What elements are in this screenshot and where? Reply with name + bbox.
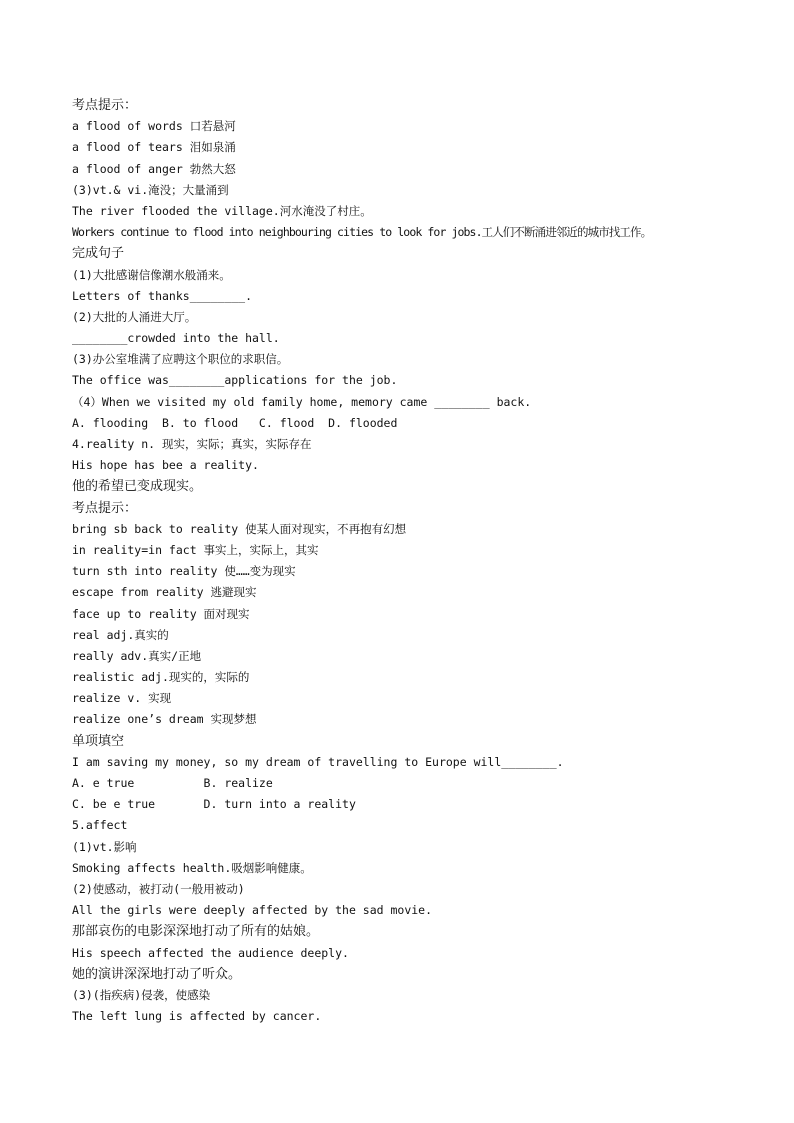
text-line: A. flooding B. to flood C. flood D. flooded <box>72 415 398 430</box>
document-body <box>72 95 732 1027</box>
text-line: (1)大批感谢信像潮水般涌来。 <box>72 267 231 282</box>
text-line: a flood of words 口若悬河 <box>72 119 236 134</box>
text-line: bring sb back to reality 使某人面对现实，不再抱有幻想 <box>72 521 407 536</box>
section-heading: 单项填空 <box>72 733 125 749</box>
text-line: The left lung is affected by cancer. <box>72 1009 322 1024</box>
text-line: His hope has bee a reality. <box>72 458 259 473</box>
text-line: 他的希望已变成现实。 <box>72 479 203 495</box>
text-line: escape from reality 逃避现实 <box>72 585 257 600</box>
text-line: realistic adj.现实的，实际的 <box>72 670 250 685</box>
text-line: A. e true B. realize <box>72 776 273 790</box>
text-line: 考点提示： <box>72 98 138 113</box>
text-line: 考点提示： <box>72 500 138 516</box>
text-line: (2)大批的人涌进大厅。 <box>72 309 197 324</box>
text-line: 4.reality n. 现实，实际；真实，实际存在 <box>72 437 312 451</box>
text-line: (2)使感动，被打动(一般用被动) <box>72 881 245 896</box>
text-line: Workers continue to flood into neighbouring cities to look for jobs.工人们不断涌进邻近的城市找工作。 <box>72 225 652 240</box>
text-line: really adv.真实/正地 <box>72 648 202 663</box>
text-line: real adj.真实的 <box>72 627 169 642</box>
text-line: turn sth into reality 使……变为现实 <box>72 564 296 579</box>
text-line: (3)vt.& vi.淹没；大量涌到 <box>72 182 229 197</box>
text-line: realize v. 实现 <box>72 691 172 706</box>
text-line: Smoking affects health.吸烟影响健康。 <box>72 860 312 875</box>
text-line: (1)vt.影响 <box>72 839 137 854</box>
text-line: The office was________applications for the job. <box>72 373 398 388</box>
text-line: (3)办公室堆满了应聘这个职位的求职信。 <box>72 352 289 367</box>
text-line: 5.affect <box>72 818 128 833</box>
text-line: 那部哀伤的电影深深地打动了所有的姑娘。 <box>72 924 320 940</box>
text-line: ________crowded into the hall. <box>72 331 280 346</box>
text-line: realize one’s dream 实现梦想 <box>72 712 257 727</box>
section-heading: 完成句子 <box>72 246 125 262</box>
text-line: a flood of tears 泪如泉涌 <box>72 140 236 155</box>
text-line: The river flooded the village.河水淹没了村庄。 <box>72 203 372 218</box>
text-line: a flood of anger 勃然大怒 <box>72 161 236 176</box>
text-line: All the girls were deeply affected by the sad movie. <box>72 903 433 918</box>
text-line: face up to reality 面对现实 <box>72 606 250 621</box>
text-line: I am saving my money, so my dream of travelling to Europe will________. <box>72 754 564 769</box>
text-line: C. be e true D. turn into a reality <box>72 797 356 812</box>
text-line: 她的演讲深深地打动了听众。 <box>72 966 242 982</box>
text-line: His speech affected the audience deeply. <box>72 945 349 960</box>
text-line: in reality=in fact 事实上，实际上，其实 <box>72 542 319 557</box>
text-line: （4）When we visited my old family home, memory came ________ back. <box>72 394 532 409</box>
text-line: (3)(指疾病)侵袭，使感染 <box>72 987 211 1002</box>
text-line: Letters of thanks________. <box>72 288 253 303</box>
